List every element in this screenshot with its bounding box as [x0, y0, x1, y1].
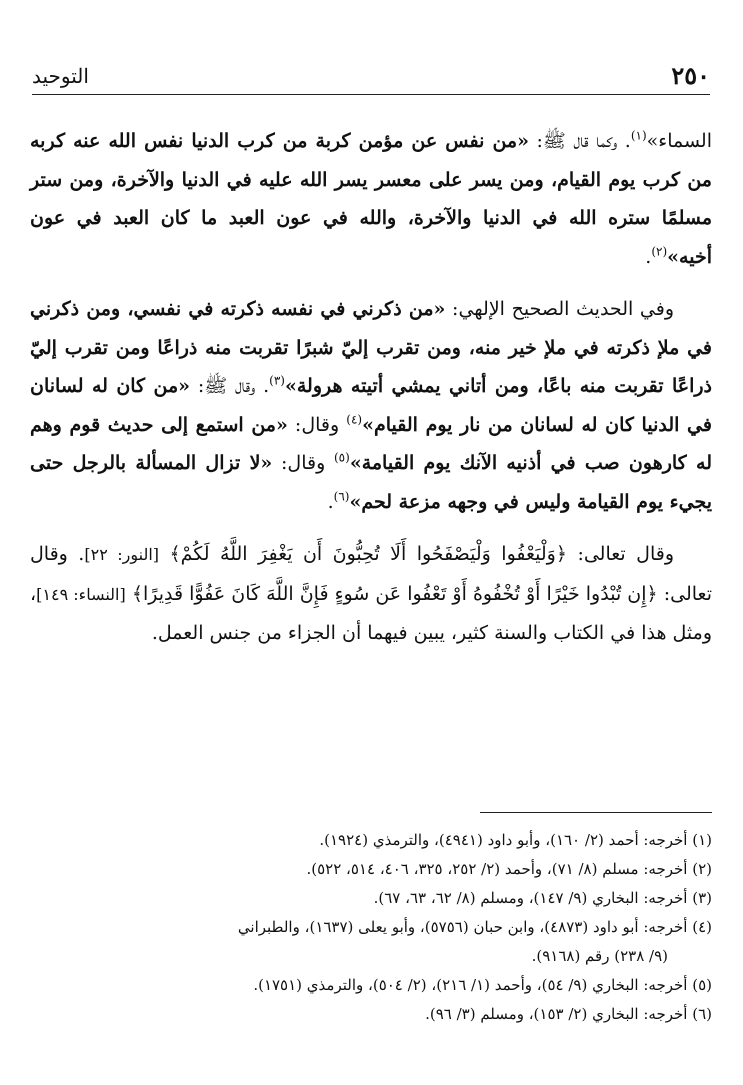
paragraph-1 — [30, 122, 712, 276]
footnotes — [30, 826, 712, 1029]
footnote-4-continued: (٩/ ٢٣٨) رقم (٩١٦٨). — [531, 947, 668, 965]
text: . — [645, 245, 652, 268]
footnote-3: (٣) أخرجه: البخاري (٩/ ١٤٧)، ومسلم (٨/ ٦٢، ٦٣، ٦٧). — [373, 889, 712, 907]
text: وقال: — [272, 452, 334, 474]
footnote-marker: (٣) — [269, 373, 285, 388]
hadith-quote: «من استمع إلى حديث قوم وهم له كارهون صب في أذنيه الآنك يوم القيامة» — [30, 413, 712, 474]
hadith-quote: «من ذكرني في نفسه ذكرته في نفسي، ومن ذكرني في ملإ ذكرته في ملإ خير منه، ومن تقرب إليّ شبرًا تقربت منه ذراعًا ومن تقرب إليّ ذراعًا تقربت منه باعًا، ومن أتاني يمشي أتيته هرولة» — [30, 298, 712, 397]
hadith-quote: «من كان له لسانان في الدنيا كان له لسانان من نار يوم القيام» — [30, 375, 712, 436]
footnote-2: (٢) أخرجه: مسلم (٨/ ٧١)، وأحمد (٢/ ٢٥٢، ٣٢٥، ٤٠٦، ٥١٤، ٥٢٢). — [306, 860, 712, 878]
page-number: ٢٥٠ — [671, 61, 710, 90]
footnote-separator — [480, 812, 712, 813]
running-title: التوحيد — [32, 64, 89, 88]
text: . — [327, 490, 334, 513]
footnote-1: (١) أخرجه: أحمد (٢/ ١٦٠)، وأبو داود (٤٩٤١)، والترمذي (١٩٢٤). — [319, 831, 712, 849]
text: ، ومثل هذا في الكتاب والسنة كثير، يبين فيهما أن الجزاء من جنس العمل. — [30, 582, 712, 644]
text: وفي الحديث الصحيح الإلهي: — [445, 298, 674, 320]
footnote-marker: (٤) — [346, 412, 363, 427]
quran-verse: ﴿إِن تُبْدُوا خَيْرًا أَوْ تُخْفُوهُ أَوْ تَعْفُوا عَن سُوءٍ فَإِنَّ اللَّهَ كَانَ عَفُوًّا قَدِيرًا﴾ — [131, 582, 658, 605]
text: وقال: — [287, 413, 347, 436]
hadith-quote: «لا تزال المسألة بالرجل حتى يجيء يوم القيامة وليس في وجهه مزعة لحم» — [30, 452, 712, 513]
hadith-quote: «من نفس عن مؤمن كربة من كرب الدنيا نفس الله عنه كربه من كرب يوم القيام، ومن يسر على معسر يسر الله عليه في الدنيا والآخرة، ومن ستر مسلمًا ستره الله في الدنيا والآخرة، والله في عون العبد ما كان العبد في عون أخيه» — [30, 130, 712, 268]
footnote-marker: (١) — [630, 128, 647, 143]
footnote-marker: (٥) — [333, 450, 350, 465]
verse-reference: [النور: ٢٢] — [84, 545, 160, 564]
paragraph-2 — [30, 290, 712, 521]
footnote-marker: (٦) — [333, 489, 350, 504]
quran-verse: ﴿وَلْيَعْفُوا وَلْيَصْفَحُوا أَلَا تُحِبُّونَ أَن يَغْفِرَ اللَّهُ لَكُمْ﴾ — [169, 543, 567, 565]
paragraph-3 — [30, 535, 712, 653]
verse-reference: [النساء: ١٤٩] — [36, 584, 126, 604]
body-text — [30, 122, 712, 667]
text: . وكما قال ﷺ: — [529, 130, 631, 152]
text: . وقال ﷺ: — [190, 375, 270, 397]
footnote-marker: (٢) — [651, 244, 668, 259]
text: وقال تعالى: — [567, 543, 675, 565]
page-header — [32, 60, 710, 95]
footnote-5: (٥) أخرجه: البخاري (٩/ ٥٤)، وأحمد (١/ ٢١٦)، (٢/ ٥٠٤)، والترمذي (١٧٥١). — [253, 976, 712, 994]
text: . وقال تعالى: — [30, 543, 713, 605]
text: السماء» — [646, 130, 712, 152]
footnote-4: (٤) أخرجه: أبو داود (٤٨٧٣)، وابن حبان (٥٧٥٦)، وأبو يعلى (١٦٣٧)، والطبراني — [237, 918, 712, 936]
footnote-6: (٦) أخرجه: البخاري (٢/ ١٥٣)، ومسلم (٣/ ٩٦). — [425, 1005, 712, 1023]
